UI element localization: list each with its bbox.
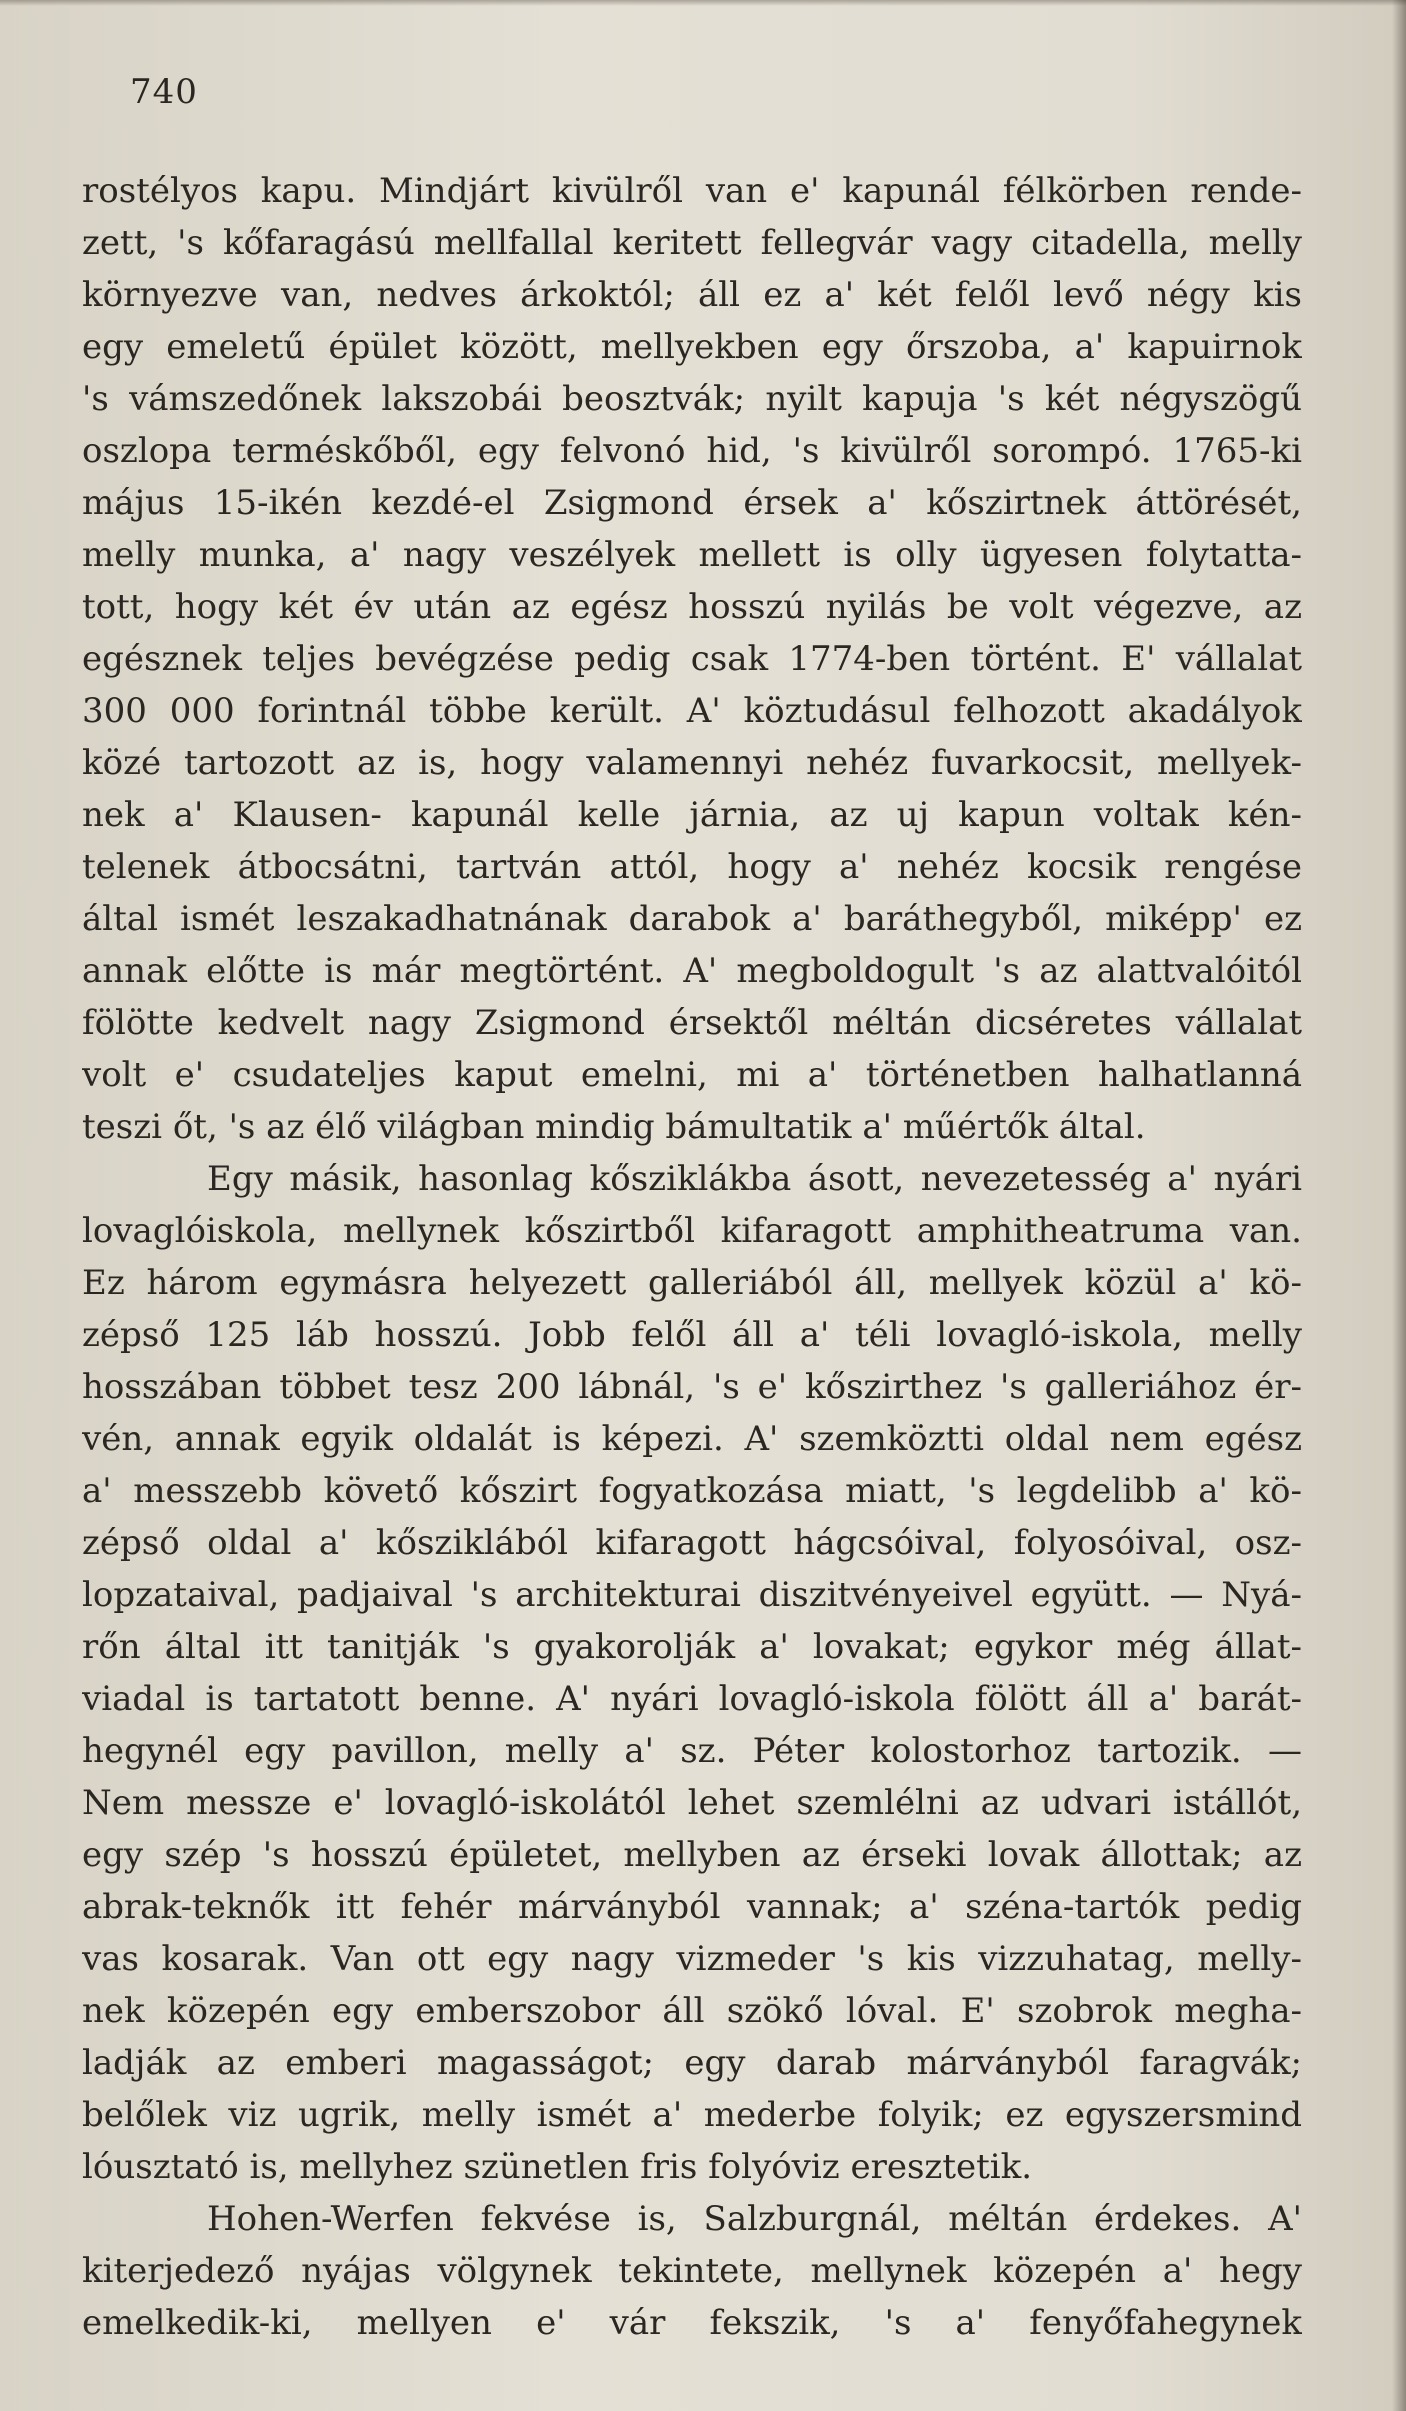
- text-line: volt e' csudateljes kaput emelni, mi a' történetben halhatlanná: [82, 1055, 1302, 1095]
- text-line: egy szép 's hosszú épületet, mellyben az érseki lovak állottak; az: [82, 1835, 1302, 1875]
- text-line: kiterjedező nyájas völgynek tekintete, mellynek közepén a' hegy: [82, 2251, 1302, 2291]
- text-line: zett, 's kőfaragású mellfallal keritett fellegvár vagy citadella, melly: [82, 223, 1302, 263]
- text-line: Ez három egymásra helyezett galleriából áll, mellyek közül a' kö-: [82, 1263, 1302, 1303]
- text-line: lóusztató is, mellyhez szünetlen fris folyóviz eresztetik.: [82, 2147, 1033, 2187]
- text-line: tott, hogy két év után az egész hosszú nyilás be volt végezve, az: [82, 587, 1302, 627]
- paragraph-3: [82, 2193, 1302, 2349]
- text-line: hosszában többet tesz 200 lábnál, 's e' kőszirthez 's galleriához ér-: [82, 1367, 1302, 1407]
- text-line: egésznek teljes bevégzése pedig csak 1774-ben történt. E' vállalat: [82, 639, 1302, 679]
- text-line: hegynél egy pavillon, melly a' sz. Péter kolostorhoz tartozik. —: [82, 1731, 1302, 1771]
- text-line: vén, annak egyik oldalát is képezi. A' szemköztti oldal nem egész: [82, 1419, 1302, 1459]
- text-line: a' messzebb követő kőszirt fogyatkozása miatt, 's legdelibb a' kö-: [82, 1471, 1302, 1511]
- text-line: környezve van, nedves árkoktól; áll ez a' két felől levő négy kis: [82, 275, 1302, 315]
- text-line: egy emeletű épület között, mellyekben egy őrszoba, a' kapuirnok: [82, 327, 1302, 367]
- text-line: Egy másik, hasonlag kősziklákba ásott, nevezetesség a' nyári: [207, 1159, 1302, 1199]
- text-line: Hohen-Werfen fekvése is, Salzburgnál, méltán érdekes. A': [207, 2199, 1302, 2239]
- body-text: [82, 165, 1302, 2349]
- page-number: 740: [130, 72, 198, 112]
- text-line: abrak-teknők itt fehér márványból vannak; a' széna-tartók pedig: [82, 1887, 1302, 1927]
- text-line: viadal is tartatott benne. A' nyári lovagló-iskola fölött áll a' barát-: [82, 1679, 1302, 1719]
- text-line: által ismét leszakadhatnának darabok a' baráthegyből, miképp' ez: [82, 899, 1302, 939]
- text-line: 's vámszedőnek lakszobái beosztvák; nyilt kapuja 's két négyszögű: [82, 379, 1302, 419]
- text-line: melly munka, a' nagy veszélyek mellett is olly ügyesen folytatta-: [82, 535, 1302, 575]
- page-top-edge-shadow: [0, 0, 1406, 6]
- text-line: rostélyos kapu. Mindjárt kivülről van e' kapunál félkörben rende-: [82, 171, 1302, 211]
- text-line: zépső 125 láb hosszú. Jobb felől áll a' téli lovagló-iskola, melly: [82, 1315, 1302, 1355]
- text-line: oszlopa terméskőből, egy felvonó hid, 's kivülről sorompó. 1765-ki: [82, 431, 1302, 471]
- text-line: május 15-ikén kezdé-el Zsigmond érsek a' kőszirtnek áttörését,: [82, 483, 1302, 523]
- text-line: nek közepén egy emberszobor áll szökő lóval. E' szobrok megha-: [82, 1991, 1302, 2031]
- paragraph-1: [82, 165, 1302, 1153]
- text-line: zépső oldal a' kősziklából kifaragott hágcsóival, folyosóival, osz-: [82, 1523, 1302, 1563]
- text-line: közé tartozott az is, hogy valamennyi nehéz fuvarkocsit, mellyek-: [82, 743, 1302, 783]
- text-line: Nem messze e' lovagló-iskolától lehet szemlélni az udvari istállót,: [82, 1783, 1302, 1823]
- text-line: lovaglóiskola, mellynek kőszirtből kifaragott amphitheatruma van.: [82, 1211, 1302, 1251]
- text-line: 300 000 forintnál többe került. A' köztudásul felhozott akadályok: [82, 691, 1302, 731]
- text-line: nek a' Klausen- kapunál kelle járnia, az uj kapun voltak kén-: [82, 795, 1302, 835]
- paragraph-2: [82, 1153, 1302, 2193]
- text-line: telenek átbocsátni, tartván attól, hogy a' nehéz kocsik rengése: [82, 847, 1302, 887]
- text-line: belőlek viz ugrik, melly ismét a' mederbe folyik; ez egyszersmind: [82, 2095, 1302, 2135]
- text-line: lopzataival, padjaival 's architekturai diszitvényeivel együtt. — Nyá-: [82, 1575, 1302, 1615]
- text-line: annak előtte is már megtörtént. A' megboldogult 's az alattvalóitól: [82, 951, 1302, 991]
- text-line: ladják az emberi magasságot; egy darab márványból faragvák;: [82, 2043, 1302, 2083]
- text-line: emelkedik-ki, mellyen e' vár fekszik, 's a' fenyőfahegynek: [82, 2303, 1302, 2343]
- page-right-edge-shadow: [1392, 0, 1406, 2411]
- text-line: fölötte kedvelt nagy Zsigmond érsektől méltán dicséretes vállalat: [82, 1003, 1302, 1043]
- text-line: teszi őt, 's az élő világban mindig bámultatik a' műértők által.: [82, 1107, 1146, 1147]
- text-line: vas kosarak. Van ott egy nagy vizmeder 's kis vizzuhatag, melly-: [82, 1939, 1302, 1979]
- text-line: rőn által itt tanitják 's gyakorolják a' lovakat; egykor még állat-: [82, 1627, 1302, 1667]
